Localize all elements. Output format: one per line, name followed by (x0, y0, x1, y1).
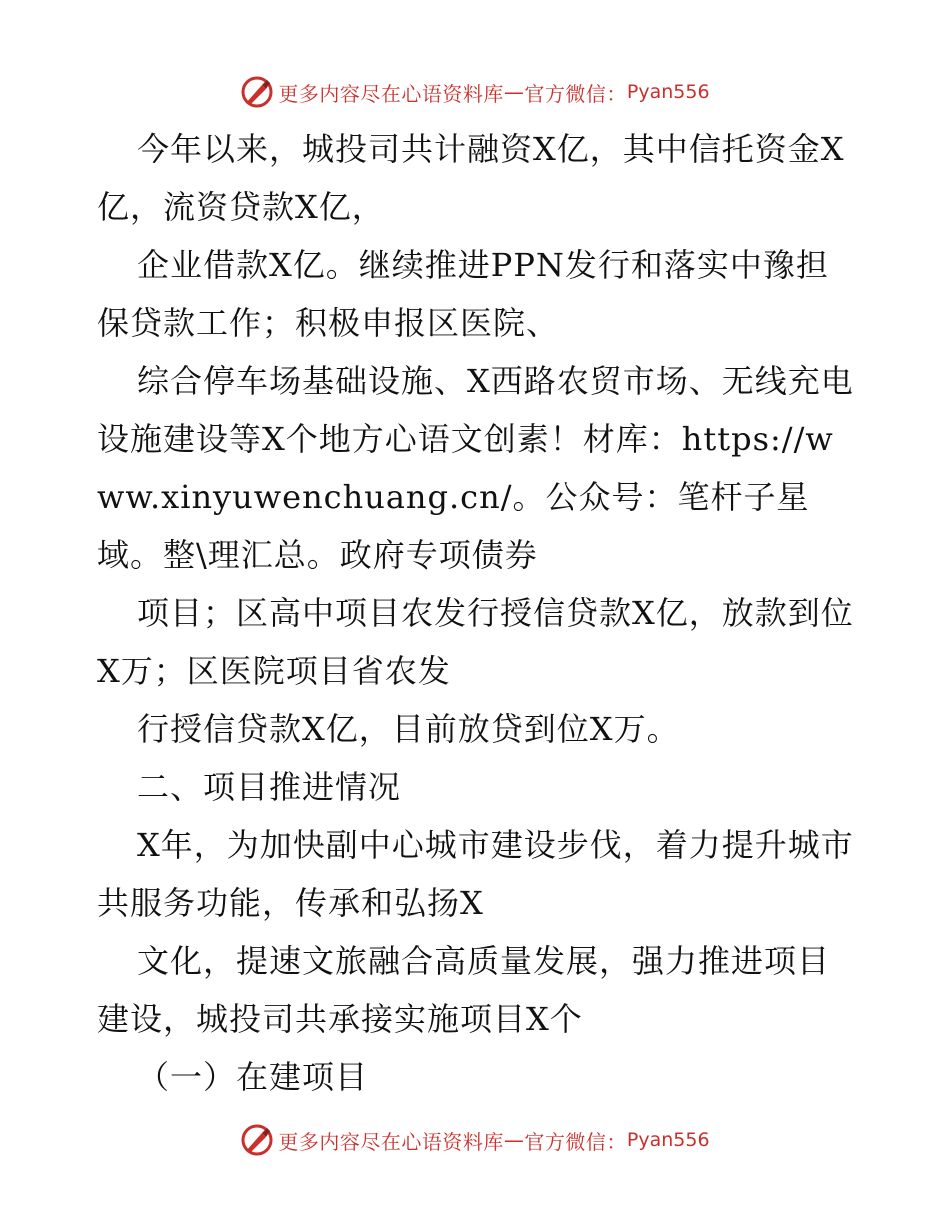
paragraph: 项目；区高中项目农发行授信贷款X亿，放款到位X万；区医院项目省农发 (97, 594, 854, 690)
paragraph: 行授信贷款X亿，目前放贷到位X万。 (137, 710, 680, 748)
document-body (97, 120, 857, 1106)
footer-separator: — (503, 1128, 525, 1152)
header-banner (0, 72, 950, 112)
header-suffix: 官方微信： (524, 81, 627, 106)
header-separator: — (503, 80, 525, 104)
paragraph: 文化，提速文旅融合高质量发展，强力推进项目建设，城投司共承接实施项目X个 (97, 942, 831, 1038)
footer-banner (0, 1120, 950, 1160)
header-handle: Pyan556 (626, 81, 710, 103)
paragraph: 综合停车场基础设施、X西路农贸市场、无线充电设施建设等X个地方心语文创素！材库：https://www.xinyuwenchuang.cn/。公众号：笔杆子星域。整\理汇总。政府专项债券 (97, 362, 854, 574)
footer-brand: 更多内容尽在心语资料库 (278, 1129, 504, 1154)
footer-suffix: 官方微信： (524, 1129, 627, 1154)
pen-logo-icon (240, 1123, 274, 1157)
paragraph: 企业借款X亿。继续推进PPN发行和落实中豫担保贷款工作；积极申报区医院、 (97, 246, 829, 342)
subsection-heading: （一）在建项目 (137, 1058, 369, 1096)
paragraph: 今年以来，城投司共计融资X亿，其中信托资金X亿，流资贷款X亿， (97, 130, 845, 226)
paragraph: X年，为加快副中心城市建设步伐，着力提升城市共服务功能，传承和弘扬X (97, 826, 854, 922)
pen-logo-icon (240, 75, 274, 109)
footer-handle: Pyan556 (626, 1129, 710, 1151)
section-heading: 二、项目推进情况 (137, 768, 402, 806)
header-brand: 更多内容尽在心语资料库 (278, 81, 504, 106)
